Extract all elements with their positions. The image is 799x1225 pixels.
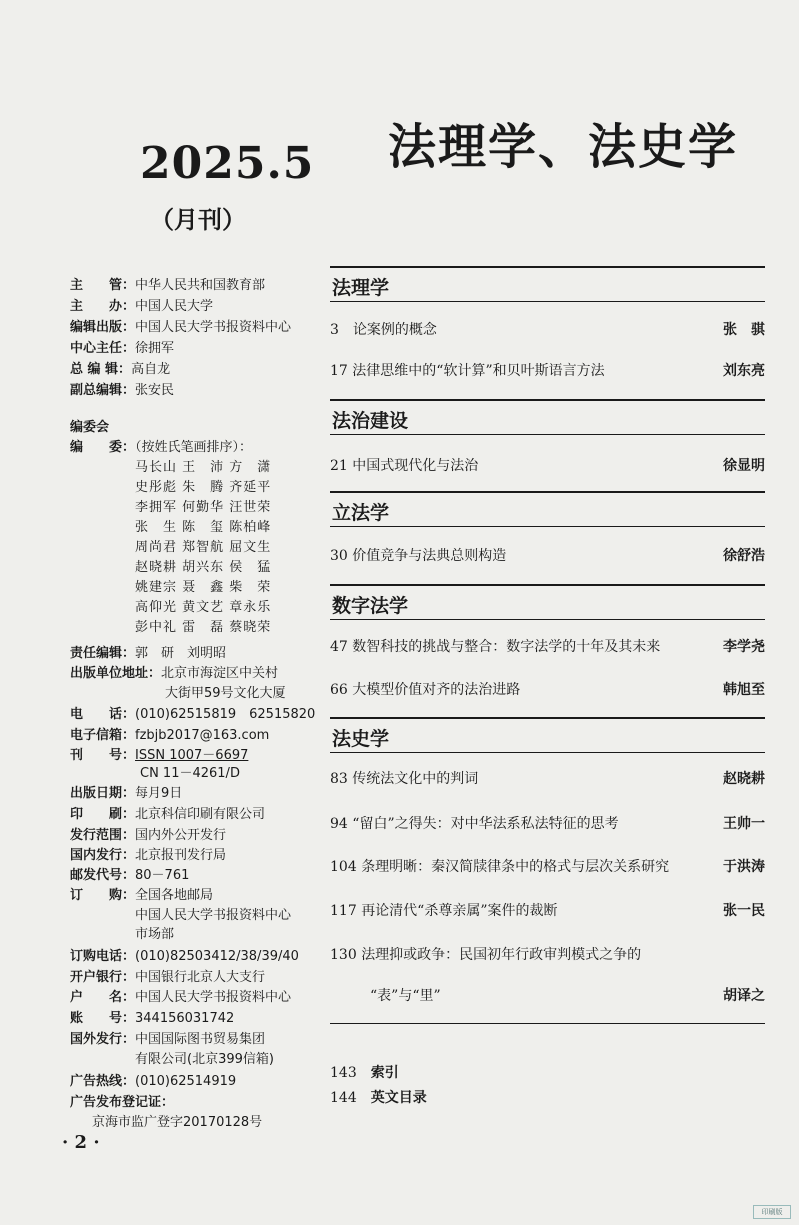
info-row: 电子信箱：fzbjb2017@163.com: [70, 728, 270, 743]
board-members: 张 生 陈 玺 陈柏峰: [135, 520, 272, 535]
board-members: 马长山 王 沛 方 潇: [135, 460, 272, 475]
info-row: 国内发行：北京报刊发行局: [70, 848, 227, 863]
info-row: 责任编辑：郭 研 刘明昭: [70, 646, 227, 661]
section-heading: 数字法学: [330, 584, 765, 620]
board-members: 周尚君 郑智航 屈文生: [135, 540, 272, 555]
index-entry[interactable]: 143 索引: [330, 1065, 399, 1081]
info-row: 电 话：(010)62515819 62515820: [70, 707, 316, 722]
info-row: 订购电话：(010)82503412/38/39/40: [70, 949, 299, 964]
toc-entry-continuation[interactable]: “表”与“里” 胡译之: [370, 988, 765, 1004]
masthead-row: 编辑出版：中国人民大学书报资料中心: [70, 320, 292, 335]
info-row: CN 11－4261/D: [140, 766, 240, 781]
info-row: 户 名：中国人民大学书报资料中心: [70, 990, 292, 1005]
board-members: 李拥军 何勤华 汪世荣: [135, 500, 272, 515]
frequency-label: （月刊）: [150, 205, 246, 234]
info-row: 京海市监广登字20170128号: [92, 1115, 263, 1130]
info-row: 订 购：全国各地邮局: [70, 888, 214, 903]
board-members: 彭中礼 雷 磊 蔡晓荣: [135, 620, 272, 635]
toc-entry[interactable]: 3 论案例的概念 张 骐: [330, 322, 765, 338]
toc-entry[interactable]: 21 中国式现代化与法治 徐显明: [330, 458, 765, 474]
info-row: 出版单位地址：北京市海淀区中关村: [70, 666, 279, 681]
toc-entry[interactable]: 47 数智科技的挑战与整合：数字法学的十年及其未来 李学尧: [330, 639, 765, 655]
info-row: 广告热线：(010)62514919: [70, 1074, 237, 1089]
section-heading: 法史学: [330, 717, 765, 753]
toc-entry[interactable]: 104 条理明晰：秦汉简牍律条中的格式与层次关系研究 于洪涛: [330, 859, 765, 875]
page-number: · 2 ·: [62, 1132, 100, 1153]
info-row: 有限公司(北京399信箱): [135, 1052, 274, 1067]
board-members: 赵晓耕 胡兴东 侯 猛: [135, 560, 272, 575]
masthead-row: 中心主任：徐拥军: [70, 341, 175, 356]
board-members: 高仰光 黄文艺 章永乐: [135, 600, 272, 615]
masthead-row: 主 办：中国人民大学: [70, 299, 214, 314]
section-heading: 立法学: [330, 491, 765, 527]
index-entry[interactable]: 144 英文目录: [330, 1090, 427, 1106]
info-row: 开户银行：中国银行北京人大支行: [70, 970, 266, 985]
board-title: 编委会: [70, 420, 110, 435]
board-label: 编 委：（按姓氏笔画排序）：: [70, 440, 253, 455]
info-row: 发行范围：国内外公开发行: [70, 828, 227, 843]
info-row: 出版日期：每月9日: [70, 786, 183, 801]
info-row: 国外发行：中国国际图书贸易集团: [70, 1032, 266, 1047]
toc-entry[interactable]: 94 “留白”之得失：对中华法系私法特征的思考 王帅一: [330, 816, 765, 832]
info-row: 邮发代号：80－761: [70, 868, 190, 883]
info-row: 印 刷：北京科信印刷有限公司: [70, 807, 266, 822]
toc-entry[interactable]: 66 大模型价值对齐的法治进路 韩旭至: [330, 682, 765, 698]
info-row: 市场部: [135, 927, 175, 942]
masthead-row: 总 编 辑：高自龙: [70, 362, 171, 377]
section-heading: 法治建设: [330, 399, 765, 435]
toc-entry[interactable]: 83 传统法文化中的判词 赵晓耕: [330, 771, 765, 787]
journal-title: 法理学、法史学: [388, 119, 739, 175]
board-members: 姚建宗 聂 鑫 柴 荣: [135, 580, 272, 595]
board-members: 史彤彪 朱 腾 齐延平: [135, 480, 272, 495]
toc-entry[interactable]: 30 价值竞争与法典总则构造 徐舒浩: [330, 548, 765, 564]
toc-entry[interactable]: 17 法律思维中的“软计算”和贝叶斯语言方法 刘东亮: [330, 363, 765, 379]
info-row: 大街甲59号文化大厦: [165, 686, 286, 701]
info-row: 刊 号：ISSN 1007－6697: [70, 748, 249, 763]
toc-entry[interactable]: 117 再论清代“杀尊亲属”案件的裁断 张一民: [330, 903, 765, 919]
toc-entry[interactable]: 130 法理抑或政争：民国初年行政审判模式之争的: [330, 947, 642, 963]
section-heading: 法理学: [330, 266, 765, 302]
info-row: 账 号：344156031742: [70, 1011, 235, 1026]
masthead-row: 副总编辑：张安民: [70, 383, 175, 398]
issue-number: 2025.5: [140, 138, 315, 189]
info-row: 中国人民大学书报资料中心: [135, 908, 292, 923]
info-row: 广告发布登记证：: [70, 1095, 175, 1110]
masthead-row: 主 管：中华人民共和国教育部: [70, 278, 266, 293]
watermark-badge: 印刷版: [753, 1205, 791, 1219]
divider: [330, 1023, 765, 1024]
